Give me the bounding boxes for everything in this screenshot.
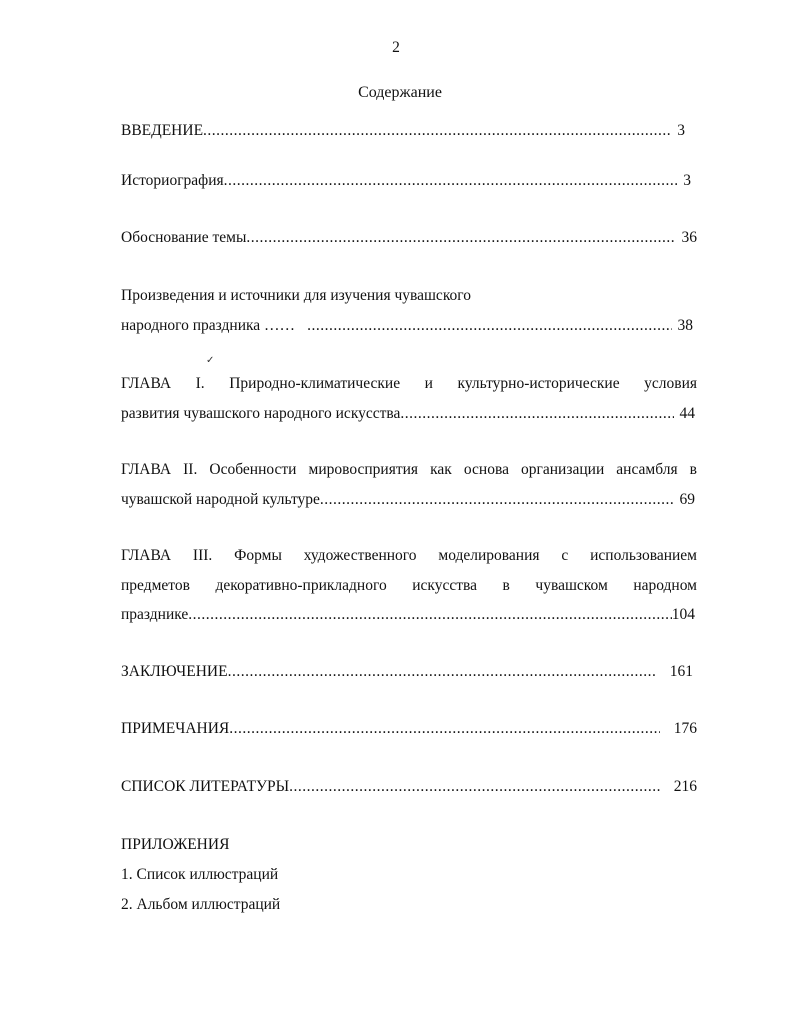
stray-check-mark: ✓ <box>206 355 215 366</box>
appendices-heading[interactable]: ПРИЛОЖЕНИЯ <box>121 836 230 853</box>
toc-entry-page: 216 <box>673 778 697 795</box>
toc-entry-label: народного праздника …… <box>121 317 296 334</box>
toc-entry-label: Обоснование темы <box>121 229 247 246</box>
dot-leader <box>203 121 671 141</box>
appendix-item[interactable]: 2. Альбом иллюстраций <box>121 896 281 913</box>
toc-entry-page: 3 <box>683 172 691 189</box>
appendix-item[interactable]: 1. Список иллюстраций <box>121 866 279 883</box>
dot-leader <box>246 228 675 248</box>
page-number: 2 <box>392 39 400 56</box>
toc-entry-chapter3-line1: ГЛАВА III. Формы художественного моделирования с использованием <box>121 547 697 564</box>
toc-entry-justification[interactable] <box>121 228 697 248</box>
toc-entry-page: 176 <box>673 720 697 737</box>
toc-entry-chapter2-line1: ГЛАВА II. Особенности мировосприятия как основа организации ансамбля в <box>121 461 697 478</box>
toc-entry-sources-line1: Произведения и источники для изучения чувашского <box>121 287 472 304</box>
toc-entry-label: чувашской народной культуре <box>121 491 320 508</box>
dot-leader <box>400 404 673 424</box>
dot-leader <box>289 777 662 797</box>
toc-entry-chapter3[interactable] <box>121 605 697 625</box>
toc-entry-label: Историография <box>121 172 224 189</box>
toc-entry-page: 38 <box>677 317 693 334</box>
toc-entry-page: 69 <box>679 491 695 508</box>
toc-entry-label: ПРИМЕЧАНИЯ <box>121 720 230 737</box>
toc-entry-sources[interactable] <box>121 316 697 336</box>
toc-entry-chapter1[interactable] <box>121 404 697 424</box>
toc-entry-conclusion[interactable] <box>121 662 697 682</box>
toc-entry-page: 104 <box>671 606 695 623</box>
toc-entry-label: ЗАКЛЮЧЕНИЕ <box>121 663 228 680</box>
dot-leader <box>188 605 671 625</box>
dot-leader <box>224 171 678 191</box>
page-title: Содержание <box>358 84 442 101</box>
toc-entry-bibliography[interactable] <box>121 777 697 797</box>
toc-entry-chapter2[interactable] <box>121 490 697 510</box>
dot-leader <box>228 662 656 682</box>
toc-entry-intro[interactable] <box>121 121 697 141</box>
toc-entry-label: СПИСОК ЛИТЕРАТУРЫ <box>121 778 290 795</box>
toc-entry-page: 3 <box>677 122 685 139</box>
toc-entry-chapter1-line1: ГЛАВА I. Природно-климатические и культурно-исторические условия <box>121 375 697 392</box>
toc-entry-label: празднике <box>121 606 189 623</box>
toc-entry-label: развития чувашского народного искусства <box>121 405 401 422</box>
toc-entry-page: 161 <box>669 663 693 680</box>
toc-entry-label: ВВЕДЕНИЕ <box>121 122 204 139</box>
dot-leader <box>229 719 659 739</box>
dot-leader <box>320 490 674 510</box>
toc-entry-page: 44 <box>679 405 695 422</box>
toc-entry-notes[interactable] <box>121 719 697 739</box>
toc-entry-historiography[interactable] <box>121 171 697 191</box>
toc-entry-chapter3-line2: предметов декоративно-прикладного искусства в чувашском народном <box>121 577 697 594</box>
toc-entry-page: 36 <box>681 229 697 246</box>
dot-leader <box>307 316 671 336</box>
